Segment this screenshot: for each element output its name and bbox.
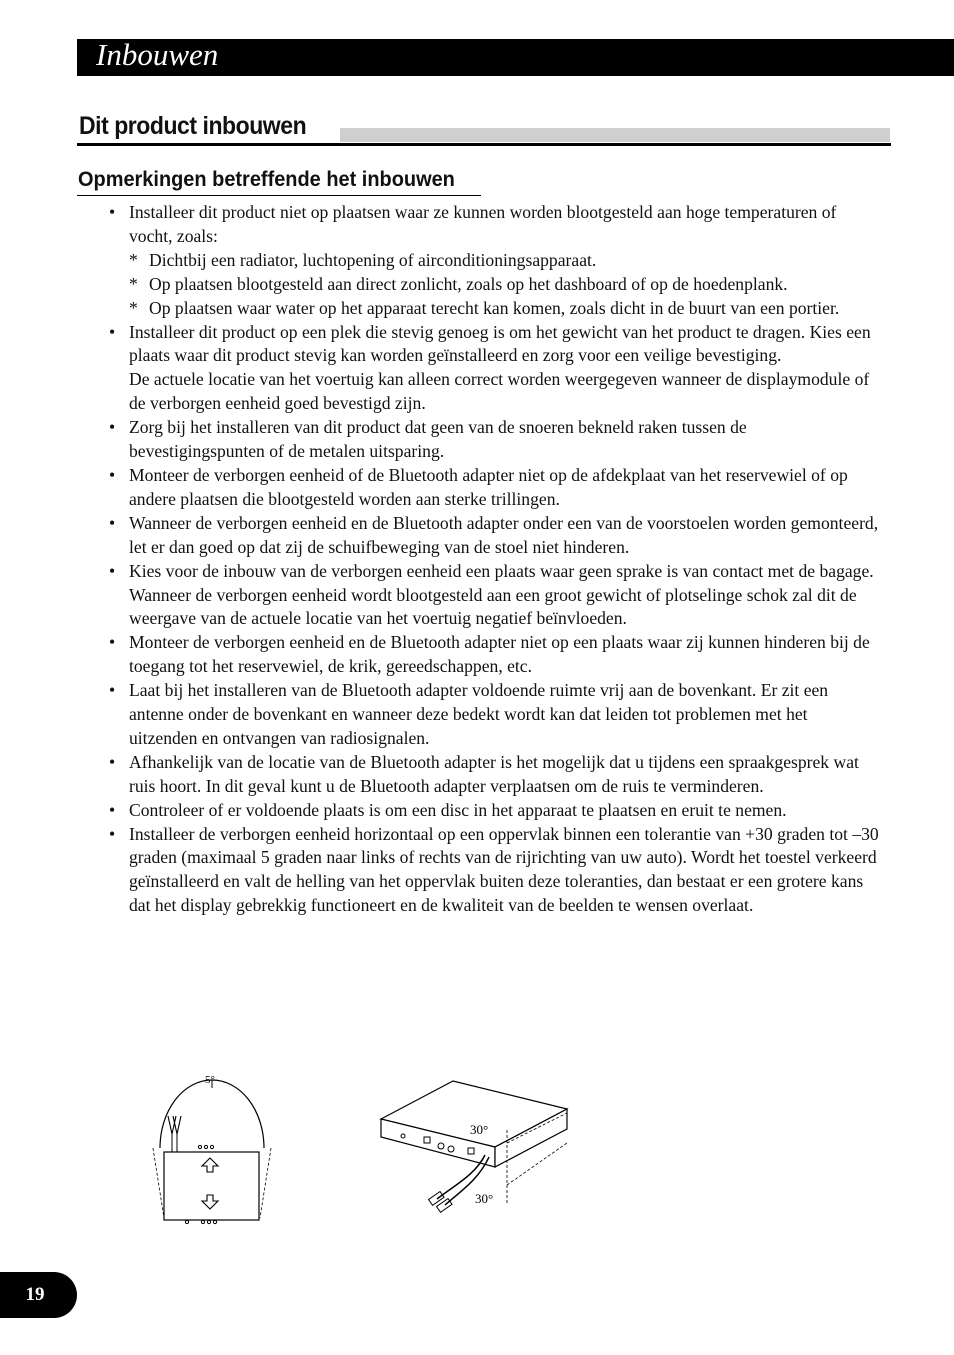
list-item	[109, 751, 879, 799]
list-item	[109, 799, 879, 823]
list-item	[109, 679, 879, 751]
subsection-underline	[77, 195, 481, 196]
sub-list-item-text: Op plaatsen waar water op het apparaat terecht kan komen, zoals dicht in de buurt van een portier.	[149, 297, 840, 318]
asterisk-marker: *	[129, 273, 138, 294]
bullet-marker: •	[109, 632, 116, 653]
list-item-text: Afhankelijk van de locatie van de Bluetooth adapter is het mogelijk dat u tijdens een spraakgesprek wat ruis hoort. In dit geval kunt u de Bluetooth adapter verplaatsen om de ruis te verminderen.	[129, 751, 859, 796]
list-item	[109, 512, 879, 560]
asterisk-marker: *	[129, 297, 138, 318]
angle-label-5: 5°	[205, 1074, 215, 1086]
list-item-text: Laat bij het installeren van de Bluetooth adapter voldoende ruimte vrij aan de bovenkant. Er zit een antenne onder de bovenkant en wanneer deze bedekt wordt kan dat leiden tot problemen met het uitzenden en ontvangen van radiosignalen.	[129, 680, 829, 748]
list-item-text: Installeer de verborgen eenheid horizontaal op een oppervlak binnen een tolerantie van +30 graden tot –30 graden (maximaal 5 graden naar links of rechts van de rijrichting van uw auto). Wordt het toestel verkeerd geïnstalleerd en valt de helling van het oppervlak buiten deze toleranties, dan bestaat er een grotere kans dat het display gebrekkig functioneert en de kwaliteit van de beelden te wensen overlaat.	[129, 823, 879, 916]
sub-list-item-text: Op plaatsen blootgesteld aan direct zonlicht, zoals op het dashboard of op de hoedenplank.	[149, 273, 788, 294]
bullet-marker: •	[109, 799, 116, 820]
subsection-title: Opmerkingen betreffende het inbouwen	[78, 168, 455, 191]
list-item-text: Wanneer de verborgen eenheid en de Bluetooth adapter onder een van de voorstoelen worden gemonteerd, let er dan goed op dat zij de schuifbeweging van de stoel niet hinderen.	[129, 512, 879, 557]
bullet-marker: •	[109, 560, 116, 581]
list-item-text: Monteer de verborgen eenheid en de Bluetooth adapter niet op een plaats waar zij kunnen hinderen bij de toegang tot het reservewiel, de krik, gereedschappen, etc.	[129, 632, 870, 677]
connector-leads-icon	[168, 1116, 181, 1134]
sub-list-item	[129, 297, 879, 321]
section-title: Dit product inbouwen	[79, 112, 307, 140]
bullet-marker: •	[109, 823, 116, 844]
chapter-title: Inbouwen	[96, 37, 219, 72]
angle-label-30-top: 30°	[470, 1122, 489, 1137]
list-item	[109, 321, 879, 417]
side-view-tolerance-figure	[375, 1075, 580, 1220]
page-number: 19	[25, 1284, 45, 1305]
sub-list-item	[129, 273, 879, 297]
list-item-text: Installeer dit product niet op plaatsen waar ze kunnen worden blootgesteld aan hoge temperaturen of vocht, zoals:	[129, 202, 837, 246]
section-rule	[77, 143, 891, 146]
list-item	[109, 631, 879, 679]
list-item	[109, 464, 879, 512]
tilt-guide-right	[260, 1148, 271, 1218]
list-item-text: Zorg bij het installeren van dit product dat geen van de snoeren bekneld raken tussen de bevestigingspunten of de metalen uitsparing.	[129, 417, 747, 462]
bullet-marker: •	[109, 417, 116, 438]
asterisk-marker: *	[129, 249, 138, 270]
list-item-text: Controleer of er voldoende plaats is om een disc in het apparaat te plaatsen en eruit te nemen.	[129, 799, 787, 820]
list-item	[109, 823, 879, 919]
section-title-bar	[340, 128, 890, 142]
hidden-unit-body	[164, 1152, 259, 1220]
bullet-marker: •	[109, 680, 116, 701]
list-item-text: Monteer de verborgen eenheid of de Bluetooth adapter niet op de afdekplaat van het reservewiel of op andere plaatsen die blootgesteld worden aan sterke trillingen.	[129, 464, 848, 509]
list-item	[109, 201, 879, 321]
notes-list	[109, 201, 879, 918]
bullet-marker: •	[109, 464, 116, 485]
sub-list-item	[129, 249, 879, 273]
list-item-extra-text: De actuele locatie van het voertuig kan alleen correct worden weergegeven wanneer de displaymodule of de verborgen eenheid goed bevestigd zijn.	[129, 369, 870, 414]
list-item-text: Kies voor de inbouw van de verborgen eenheid een plaats waar geen sprake is van contact met de bagage. Wanneer de verborgen eenheid wordt blootgesteld aan een groot gewicht of plotselinge schok zal dit de weergave van de actuele locatie van het voertuig negatief beïnvloeden.	[129, 560, 874, 629]
tolerance-arc	[160, 1080, 264, 1148]
list-item	[109, 560, 879, 632]
bullet-marker: •	[109, 202, 116, 222]
sub-list-item-text: Dichtbij een radiator, luchtopening of airconditioningsapparaat.	[149, 249, 597, 270]
list-item-text: Installeer dit product op een plek die stevig genoeg is om het gewicht van het product te dragen. Kies een plaats waar dit product stevig kan worden geïnstalleerd en zorg voor een veilige bevestiging.	[129, 321, 871, 366]
bullet-marker: •	[109, 751, 116, 772]
bullet-marker: •	[109, 512, 116, 533]
angle-label-30-bottom: 30°	[475, 1191, 494, 1206]
bullet-marker: •	[109, 321, 116, 342]
top-view-tolerance-figure	[150, 1068, 275, 1228]
list-item	[109, 416, 879, 464]
tilt-guide-left	[153, 1148, 164, 1218]
